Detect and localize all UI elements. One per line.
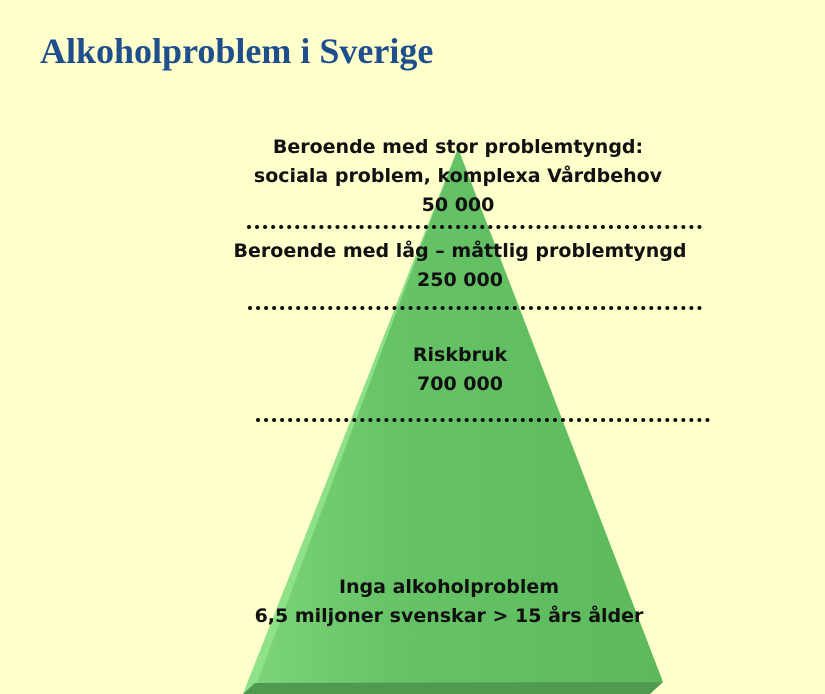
level-1-count: 50 000 — [421, 194, 495, 216]
page-title: Alkoholproblem i Sverige — [40, 31, 434, 71]
level-divider-1 — [247, 225, 702, 229]
level-4-label-line-2: 6,5 miljoner svenskar > 15 års ålder — [254, 605, 644, 627]
pyramid-base — [243, 682, 663, 694]
level-divider-2 — [248, 306, 702, 310]
level-2-count: 250 000 — [417, 269, 503, 291]
level-2-label: Beroende med låg – måttlig problemtyngd — [233, 240, 687, 262]
level-4-label-line-1: Inga alkoholproblem — [338, 576, 560, 598]
pyramid-level-1 — [254, 133, 662, 220]
pyramid-level-3 — [413, 341, 507, 399]
pyramid-level-4 — [255, 573, 644, 631]
level-1-label-line-2: sociala problem, komplexa Vårdbehov — [253, 165, 663, 187]
level-1-label-line-1: Beroende med stor problemtyngd: — [272, 136, 644, 158]
pyramid-level-2 — [234, 237, 687, 295]
level-3-label: Riskbruk — [412, 344, 508, 366]
level-3-count: 700 000 — [417, 373, 503, 395]
level-divider-3 — [256, 418, 710, 422]
